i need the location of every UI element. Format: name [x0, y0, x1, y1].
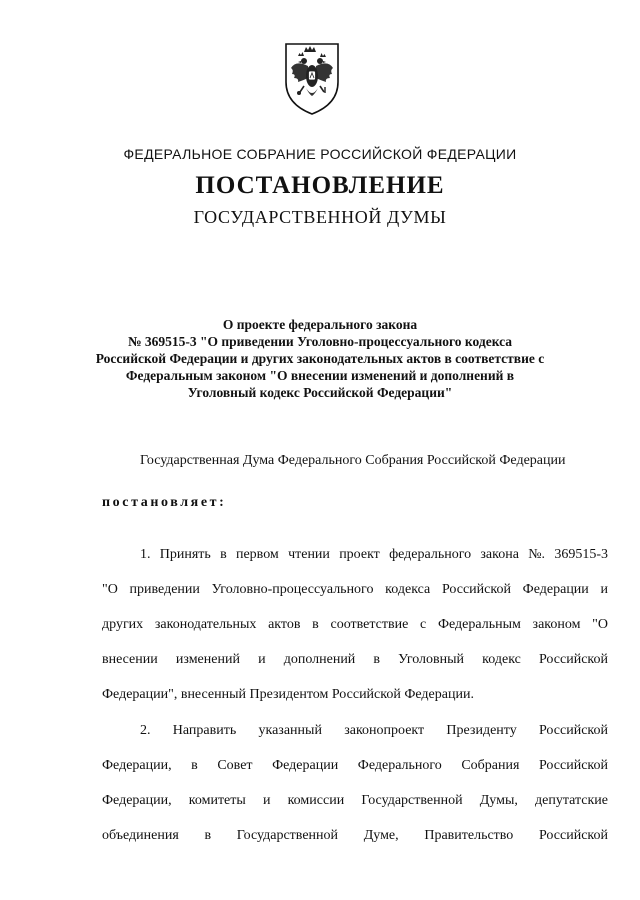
paragraph-2: [102, 721, 608, 861]
paragraph-line: внесении изменений и дополнений в Уголовный кодекс Российской: [102, 652, 608, 667]
subject-line: Уголовный кодекс Российской Федерации": [187, 385, 453, 400]
paragraph-line: Федерации, в Совет Федерации Федерального Собрания Российской: [102, 758, 608, 773]
subject-line: О проекте федерального закона: [222, 317, 418, 332]
subject-line: Федеральным законом "О внесении изменений и дополнений в: [125, 368, 515, 383]
paragraph-line: других законодательных актов в соответствие с Федеральным законом "О: [102, 617, 608, 632]
preamble-text: Государственная Дума Федерального Собрания Российской Федерации: [140, 453, 566, 468]
paragraph-line: 2. Направить указанный законопроект Президенту Российской: [140, 723, 608, 738]
paragraph-line: "О приведении Уголовно-процессуального кодекса Российской Федерации и: [102, 582, 608, 597]
decree-word: постановляет:: [102, 495, 227, 510]
paragraph-line: Федерации", внесенный Президентом Российской Федерации.: [102, 687, 474, 702]
coat-of-arms-emblem-icon: [282, 38, 342, 118]
paragraph-line: Федерации, комитеты и комиссии Государственной Думы, депутатские: [102, 793, 608, 808]
organization-name: ФЕДЕРАЛЬНОЕ СОБРАНИЕ РОССИЙСКОЙ ФЕДЕРАЦИИ: [123, 146, 517, 162]
paragraph-line: объединения в Государственной Думе, Правительство Российской: [102, 828, 608, 843]
document-subject: [80, 316, 560, 401]
subject-line: № 369515-3 "О приведении Уголовно-процессуального кодекса: [127, 334, 513, 349]
document-type-title: ПОСТАНОВЛЕНИЕ: [195, 172, 445, 199]
document-issuer: ГОСУДАРСТВЕННОЙ ДУМЫ: [193, 207, 447, 227]
subject-line: Российской Федерации и других законодательных актов в соответствие с: [95, 351, 545, 366]
paragraph-line: 1. Принять в первом чтении проект федерального закона №. 369515-3: [140, 547, 608, 562]
paragraph-1: [102, 545, 608, 720]
